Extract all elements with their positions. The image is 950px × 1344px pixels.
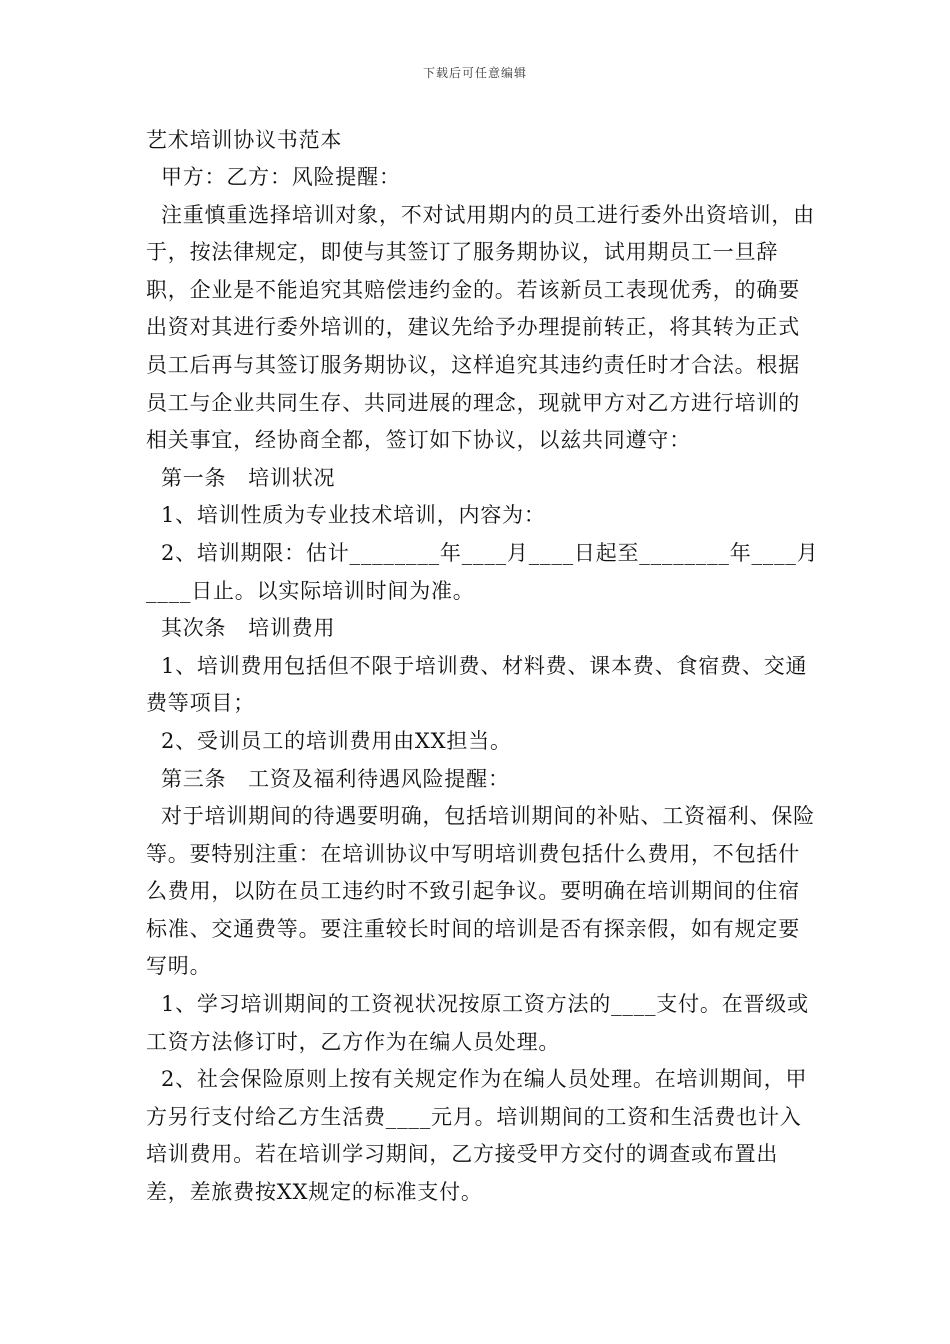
article-1-item-2: 2、培训期限：估计________年____月____日起至________年____月____日止。以实际培训时间为准。: [146, 540, 819, 603]
article-1-item-1: 1、培训性质为专业技术培训，内容为：: [146, 503, 546, 528]
page-header-note: 下载后可任意编辑: [422, 66, 527, 80]
paragraph-parties: 甲方：乙方：风险提醒：: [146, 165, 401, 189]
article-2-item-2: 2、受训员工的培训费用由XX担当。: [146, 728, 512, 753]
article-3-heading: 第三条 工资及福利待遇风险提醒：: [146, 766, 510, 791]
article-3-item-1: 1、学习培训期间的工资视状况按原工资方法的____支付。在晋级或工资方法修订时，乙方作为在编人员处理。: [146, 992, 809, 1054]
document-body: [146, 122, 821, 1212]
article-1-heading: 第一条 培训状况: [146, 465, 336, 490]
document-title: 艺术培训协议书范本: [146, 128, 343, 152]
article-3-risk-paragraph: 对于培训期间的待遇要明确，包括培训期间的补贴、工资福利、保险等。要特别注重：在培训协议中写明培训费包括什么费用，不包括什么费用，以防在员工违约时不致引起争议。要明确在培训期间的住宿标准、交通费等。要注重较长时间的培训是否有探亲假，如有规定要写明。: [146, 804, 815, 979]
article-2-item-1: 1、培训费用包括但不限于培训费、材料费、课本费、食宿费、交通费等项目；: [146, 653, 808, 716]
article-2-heading: 其次条 培训费用: [146, 616, 336, 641]
paragraph-risk-reminder: 注重慎重选择培训对象，不对试用期内的员工进行委外出资培训，由于，按法律规定，即使与其签订了服务期协议，试用期员工一旦辞职，企业是不能追究其赔偿违约金的。若该新员工表现优秀，的确要出资对其进行委外培训的，建议先给予办理提前转正，将其转为正式员工后再与其签订服务期协议，这样追究其违约责任时才合法。根据员工与企业共同生存、共同进展的理念，现就甲方对乙方进行培训的相关事宜，经协商全都，签订如下协议，以兹共同遵守：: [146, 202, 815, 453]
article-3-item-2: 2、社会保险原则上按有关规定作为在编人员处理。在培训期间，甲方另行支付给乙方生活费____元月。培训期间的工资和生活费也计入培训费用。若在培训学习期间，乙方接受甲方交付的调查或布置出差，差旅费按XX规定的标准支付。: [146, 1067, 808, 1205]
